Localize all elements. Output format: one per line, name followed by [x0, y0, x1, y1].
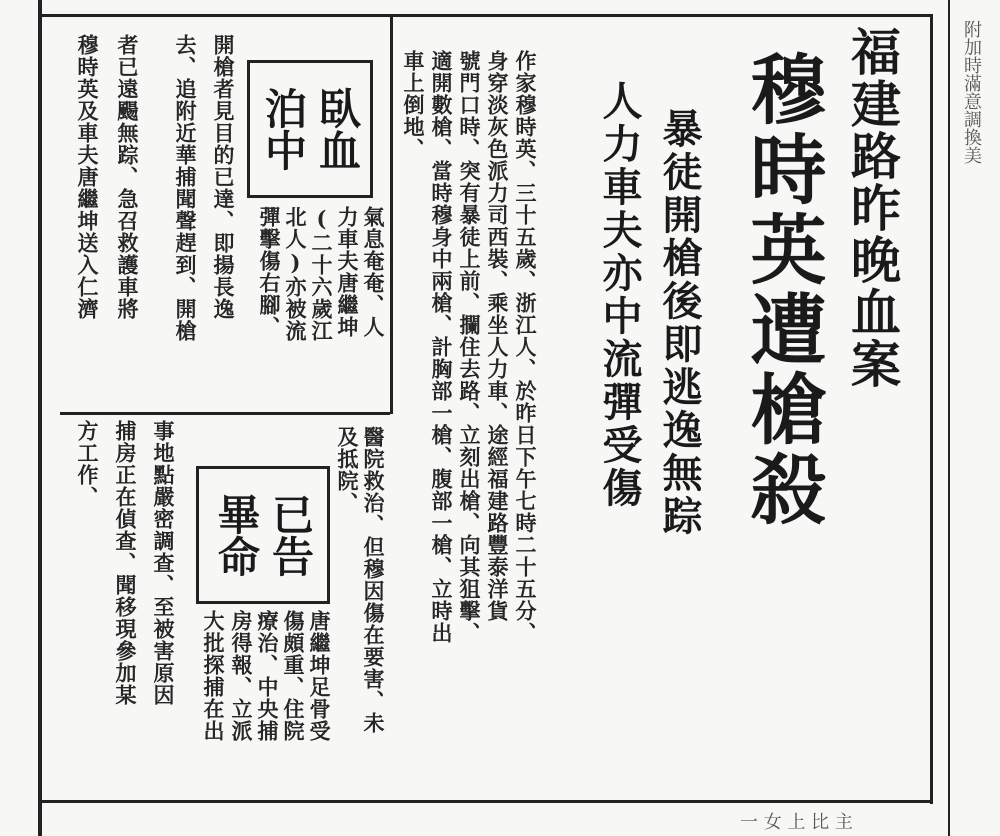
section-text: 捕房正在偵查、聞移現參加某 [113, 420, 138, 706]
headline-top: 福建路昨晚血案 [843, 26, 902, 390]
section-text: 大批探捕在出 [201, 610, 226, 742]
section-text: 去、追附近華捕聞聲趕到、開槍 [173, 34, 198, 342]
section-text: 療治、中央捕 [255, 610, 280, 742]
article-column: 號門口時、突有暴徒上前、攔住去路、立刻出槍、向其狙擊、 [457, 50, 482, 644]
subsection-box-died [196, 466, 330, 604]
article-column: 作家穆時英、三十五歲、浙江人、於昨日下午七時二十五分、 [513, 50, 538, 644]
section-text: 傷頗重、住院 [281, 610, 306, 742]
box-text: 畢命 [212, 493, 261, 577]
section-text: 醫院救治、但穆因傷在要害、未 [361, 426, 386, 734]
box-text: 泊中 [259, 87, 308, 171]
subheadline-2: 人力車夫亦中流彈受傷 [596, 80, 643, 510]
section-text: 房得報、立派 [229, 610, 254, 742]
subheadline-1: 暴徒開槍後即逃逸無踪 [656, 108, 703, 538]
right-border-rule [930, 14, 933, 804]
section-text: 事地點嚴密調查、至被害原因 [151, 420, 176, 706]
section-text: 氣息奄奄、人 [361, 206, 386, 338]
bottom-border-rule [42, 800, 932, 803]
edge-text-right: 附加時滿意調換美 [961, 20, 982, 164]
section-text: 力車夫唐繼坤 [335, 206, 360, 338]
column-divider-horizontal [60, 412, 390, 415]
article-column: 適開數槍、當時穆身中兩槍、計胸部一槍、腹部一槍、立時出 [429, 50, 454, 644]
top-border-rule [42, 14, 932, 17]
edge-text-bottom: 一 女 上 比 主 [740, 812, 853, 833]
section-text: 方工作、 [75, 420, 100, 508]
section-text: 者已遠颺無踪、急召救護車將 [115, 34, 140, 320]
subsection-box-bleeding [247, 60, 373, 198]
box-text: 已告 [266, 493, 315, 577]
article-column: 身穿淡灰色派力司西裝、乘坐人力車、途經福建路豐泰洋貨 [485, 50, 510, 622]
section-text: 彈擊傷右腳、 [257, 206, 282, 338]
right-edge-rule [948, 0, 950, 836]
left-border-rule [38, 0, 42, 836]
section-text: 北人)亦被流 [283, 206, 308, 342]
section-text: 唐繼坤足骨受 [307, 610, 332, 742]
section-text: 開槍者見目的已達、即揚長逸 [211, 34, 236, 320]
article-column: 車上倒地、 [401, 50, 426, 160]
section-text: 穆時英及車夫唐繼坤送入仁濟 [75, 34, 100, 320]
box-text: 臥血 [313, 87, 362, 171]
section-text: 及抵院、 [335, 426, 360, 514]
headline-main: 穆時英遭槍殺 [738, 50, 827, 530]
section-text: (二十六歲江 [309, 206, 334, 342]
column-divider-vertical [390, 14, 393, 414]
